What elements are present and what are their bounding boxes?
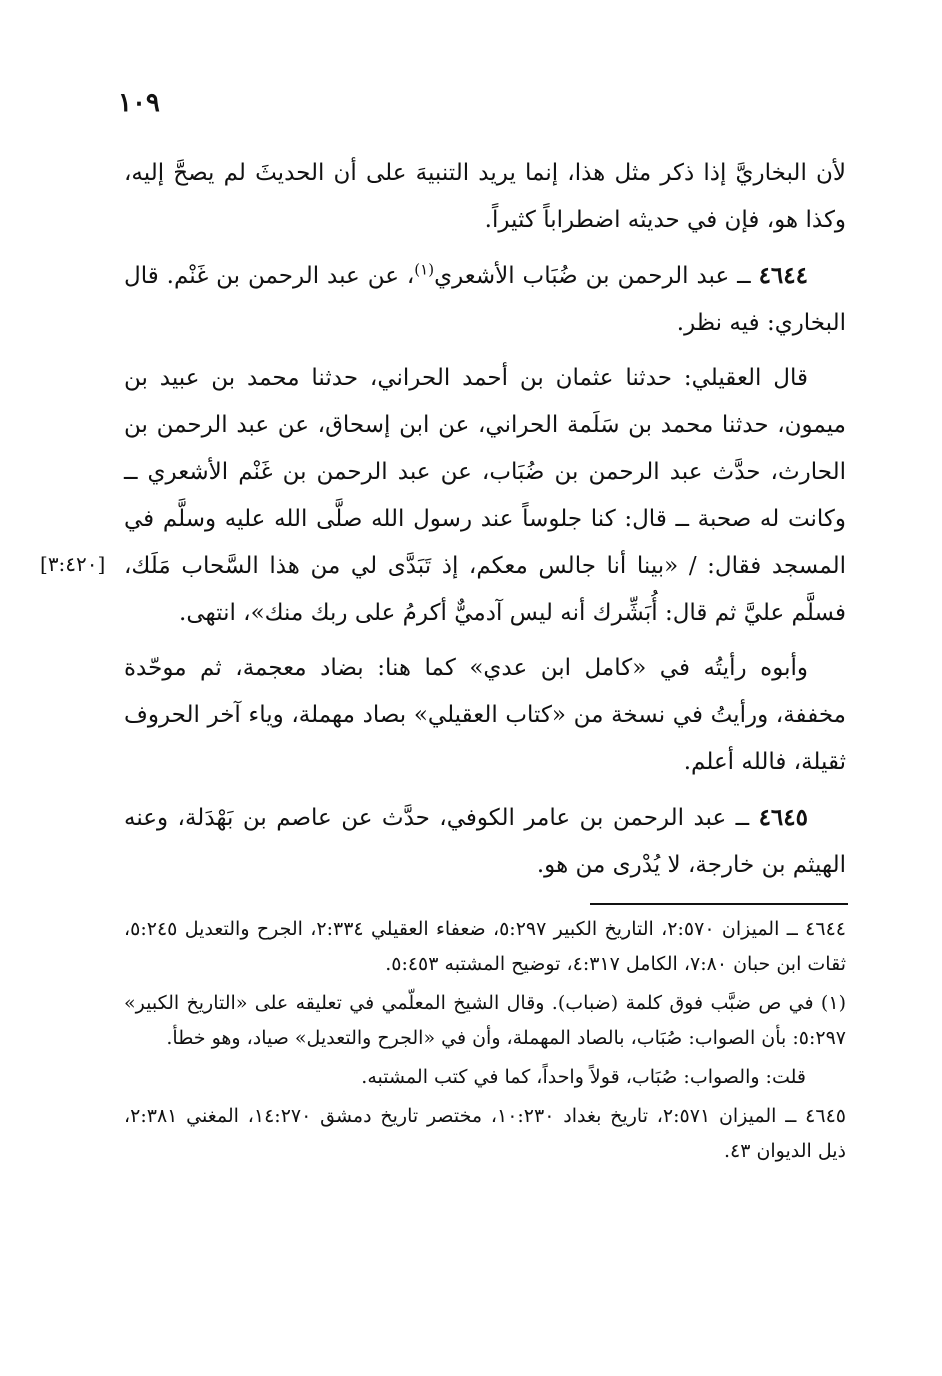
paragraph-father-name: وأبوه رأيتُه في «كامل ابن عدي» كما هنا: بضاد معجمة، ثم موحّدة مخففة، ورأيتُ في نسخة من «كتاب العقيلي» بصاد مهملة، وياء آخر الحروف ثقيلة، فالله أعلم. (124, 655, 846, 775)
footnote-1-continued: قلت: والصواب: صُبَاب، قولاً واحداً، كما في كتب المشتبه. (361, 1066, 806, 1088)
footnote-marker: (١) (414, 260, 435, 279)
entry-4645-text: ــ عبد الرحمن بن عامر الكوفي، حدَّث عن عاصم بن بَهْدَلة، وعنه الهيثم بن خارجة، لا يُدْرى من هو. (124, 805, 846, 878)
entry-4645 (124, 794, 846, 889)
entry-4644 (124, 252, 846, 347)
margin-reference: [٣:٤٢٠] (40, 552, 106, 576)
paragraph-uqayli-hadith: قال العقيلي: حدثنا عثمان بن أحمد الحراني، حدثنا محمد بن عبيد بن ميمون، حدثنا محمد بن سَلَمة الحراني، عن ابن إسحاق، عن عبد الرحمن بن الحارث، حدَّث عبد الرحمن بن ضُبَاب، عن عبد الرحمن بن غَنْم الأشعري ــ وكانت له صحبة ــ قال: كنا جلوساً عند رسول الله صلَّى الله عليه وسلَّم في المسجد فقال: / «بينا أنا جالس معكم، إذ تَبَدَّى لي من هذا السَّحاب مَلَك، فسلَّم عليَّ ثم قال: أُبَشِّرك أنه ليس آدميٌّ أكرمُ على ربك منك»، انتهى. (124, 365, 846, 626)
page-number: ١٠٩ (118, 88, 160, 118)
footnote-sources-4645: ٤٦٤٥ ــ الميزان ٢:٥٧١، تاريخ بغداد ١٠:٢٣٠، مختصر تاريخ دمشق ١٤:٢٧٠، المغني ٢:٣٨١، ذيل الديوان ٤٣. (124, 1105, 846, 1162)
footnote-1: (١) في ص ضبَّب فوق كلمة (ضباب). وقال الشيخ المعلّمي في تعليقه على «التاريخ الكبير» ٥:٢٩٧: بأن الصواب: صُبَاب، بالصاد المهملة، وأن في «الجرح والتعديل» صياد، وهو خطأ. (124, 992, 846, 1049)
entry-number: ٤٦٤٤ (758, 262, 808, 289)
paragraph-bukhari-note: لأن البخاريَّ إذا ذكر مثل هذا، إنما يريد التنبيهَ على أن الحديثَ لم يصحَّ إليه، وكذا هو، فإن في حديثه اضطراباً كثيراً. (124, 160, 846, 233)
entry-number: ٤٦٤٥ (758, 804, 808, 831)
footnote-divider (590, 903, 848, 905)
footnote-sources-4644: ٤٦٤٤ ــ الميزان ٢:٥٧٠، التاريخ الكبير ٥:٢٩٧، ضعفاء العقيلي ٢:٣٣٤، الجرح والتعديل ٥:٢٤٥، ثقات ابن حبان ٧:٨٠، الكامل ٤:٣١٧، توضيح المشتبه ٥:٤٥٣. (124, 918, 846, 975)
main-text (124, 150, 846, 897)
entry-4644-text-continued: ، عن عبد الرحمن بن غَنْم. قال البخاري: فيه نظر. (124, 263, 846, 336)
footnotes (124, 912, 846, 1173)
entry-4644-text: ــ عبد الرحمن بن ضُبَاب الأشعري (434, 263, 751, 289)
